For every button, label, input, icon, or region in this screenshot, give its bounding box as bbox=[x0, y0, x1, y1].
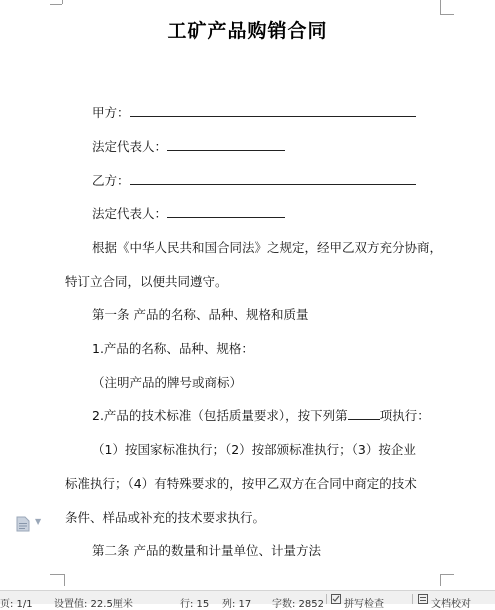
status-words[interactable]: 字数: 2852 bbox=[272, 599, 324, 610]
document-title: 工矿产品购销合同 bbox=[167, 20, 328, 42]
standard-line-1: （1）按国家标准执行；（2）按部颁标准执行；（3）按企业 bbox=[92, 442, 416, 457]
chevron-down-icon[interactable]: ▼ bbox=[35, 517, 42, 526]
party-a-label: 甲方： bbox=[92, 105, 130, 120]
status-separator bbox=[412, 594, 413, 604]
crop-mark-top-right-h bbox=[440, 14, 454, 15]
crop-mark-top-right bbox=[440, 0, 441, 14]
item-1-note: （注明产品的牌号或商标） bbox=[92, 375, 243, 390]
party-b-blank[interactable] bbox=[130, 172, 416, 185]
status-row: 行: 15 bbox=[180, 599, 210, 610]
article-1-heading: 第一条 产品的名称、品种、规格和质量 bbox=[92, 307, 309, 322]
intro-paragraph-line-1: 根据《中华人民共和国合同法》之规定，经甲乙双方充分协商， bbox=[92, 240, 443, 255]
legal-rep-line-2 bbox=[92, 204, 285, 222]
crop-mark-top-left bbox=[62, 0, 63, 4]
document-icon[interactable] bbox=[16, 516, 30, 532]
party-a-blank[interactable] bbox=[130, 104, 416, 117]
doc-check-button[interactable]: 文档校对 bbox=[431, 599, 471, 610]
legal-rep-label-1: 法定代表人： bbox=[92, 139, 168, 154]
status-separator bbox=[326, 594, 327, 604]
crop-mark-bottom-left bbox=[50, 574, 64, 575]
crop-mark-top-left-h bbox=[50, 4, 62, 5]
spell-check-button[interactable]: 拼写检查 bbox=[344, 599, 384, 610]
legal-rep-label-2: 法定代表人： bbox=[92, 206, 168, 221]
party-b-line bbox=[92, 171, 416, 189]
spellcheck-icon[interactable] bbox=[331, 594, 341, 607]
status-col: 列: 17 bbox=[222, 599, 252, 610]
item-1: 1.产品的名称、品种、规格： bbox=[92, 341, 254, 356]
item-2-blank[interactable] bbox=[348, 407, 380, 420]
status-setting[interactable]: 设置值: 22.5厘米 bbox=[54, 599, 133, 610]
standard-line-2: 标准执行；（4）有特殊要求的，按甲乙双方在合同中商定的技术 bbox=[65, 476, 417, 491]
item-2-line bbox=[92, 406, 430, 424]
intro-paragraph-line-2: 特订立合同，以便共同遵守。 bbox=[65, 274, 228, 289]
crop-mark-bottom-right-v bbox=[440, 574, 441, 586]
legal-rep-blank-2[interactable] bbox=[167, 205, 285, 218]
crop-mark-bottom-right bbox=[440, 574, 454, 575]
legal-rep-blank-1[interactable] bbox=[167, 138, 285, 151]
item-2-suffix: 项执行： bbox=[379, 408, 430, 423]
article-2-heading: 第二条 产品的数量和计量单位、计量方法 bbox=[92, 543, 321, 558]
status-bar bbox=[0, 590, 495, 610]
party-a-line bbox=[92, 103, 416, 121]
crop-mark-bottom-left-v bbox=[64, 574, 65, 586]
standard-line-3: 条件、样品或补充的技术要求执行。 bbox=[65, 510, 266, 525]
item-2-text: 2.产品的技术标准（包括质量要求），按下列第 bbox=[92, 408, 348, 423]
doc-check-icon[interactable] bbox=[418, 594, 428, 607]
party-b-label: 乙方： bbox=[92, 173, 130, 188]
legal-rep-line-1 bbox=[92, 137, 285, 155]
status-page[interactable]: 页: 1/1 bbox=[0, 599, 33, 610]
